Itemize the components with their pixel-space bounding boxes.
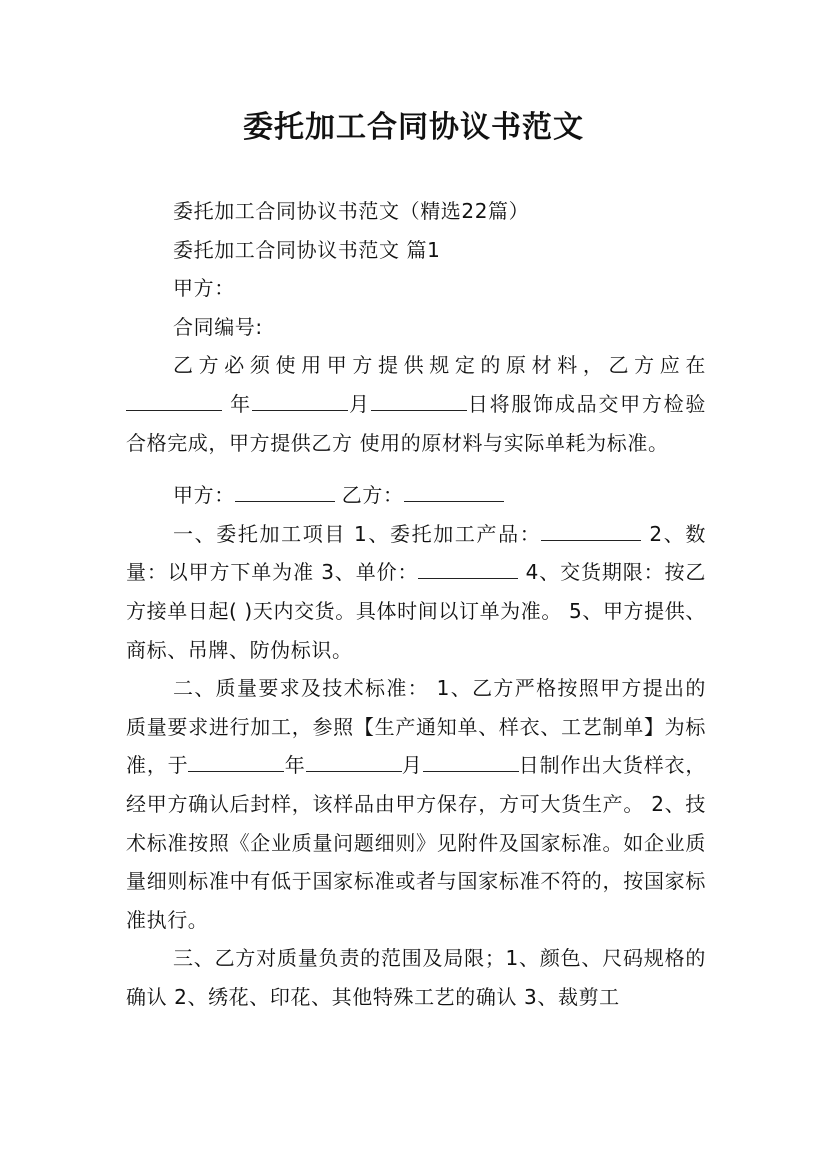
price-blank bbox=[418, 556, 518, 579]
month-label: 月 bbox=[347, 391, 371, 416]
party-b-blank bbox=[404, 479, 504, 502]
chapter-heading: 委托加工合同协议书范文 篇1 bbox=[173, 237, 441, 262]
sample-day-blank bbox=[423, 749, 519, 772]
sign-party-b: 乙方： bbox=[341, 483, 404, 508]
paragraph-quality-text-2: 日制作出大货样衣，经甲方确认后封样，该样品由甲方保存，方可大货生产。 2、技术标准按照《企业质量问题细则》见附件及国家标准。如企业质量细则标准中有低于国家标准或者与国家标准不符的，按国家标准执行。 bbox=[126, 753, 706, 932]
year-blank bbox=[126, 388, 222, 411]
paragraph-responsibility: 三、乙方对质量负责的范围及局限；1、颜色、尺码规格的确认 2、绣花、印花、其他特殊工艺的确认 3、裁剪工 bbox=[126, 946, 706, 1009]
paragraph-material-text-1: 乙方必须使用甲方提供规定的原材料，乙方应在 bbox=[173, 353, 706, 378]
contract-number-label: 合同编号: bbox=[173, 314, 263, 339]
paragraph-item-text-1: 一、委托加工项目 1、委托加工产品： bbox=[173, 521, 542, 546]
sign-party-a: 甲方： bbox=[173, 483, 235, 508]
document-subtitle: 委托加工合同协议书范文（精选22篇） bbox=[173, 199, 530, 223]
paragraph-material bbox=[126, 346, 706, 462]
paragraph-item bbox=[126, 515, 706, 669]
month-blank bbox=[252, 388, 348, 411]
document-body bbox=[126, 192, 706, 1016]
product-blank bbox=[541, 518, 641, 541]
sample-year-label: 年 bbox=[284, 753, 306, 778]
party-a-label: 甲方： bbox=[173, 276, 235, 301]
paragraph-item-text-2: 2、数量：以甲方下单为准 3、单价： bbox=[126, 521, 706, 585]
signature-line bbox=[126, 476, 706, 515]
day-blank bbox=[371, 388, 467, 411]
paragraph-material-text-2: 日将服饰成品交甲方检验合格完成，甲方提供乙方 使用的原材料与实际单耗为标准。 bbox=[126, 391, 706, 455]
paragraph-item-text-3: 4、交货期限：按乙方接单日起( )天内交货。具体时间以订单为准。 5、甲方提供、商标、吊牌、防伪标识。 bbox=[126, 560, 706, 662]
sample-month-blank bbox=[306, 749, 402, 772]
paragraph-quality-text-1: 二、质量要求及技术标准： 1、乙方严格按照甲方提出的质量要求进行加工，参照【生产通知单、样衣、工艺制单】为标准，于 bbox=[126, 676, 706, 778]
paragraph-quality bbox=[126, 669, 706, 939]
document-title: 委托加工合同协议书范文 bbox=[243, 110, 584, 145]
year-label: 年 bbox=[230, 391, 252, 416]
sample-month-label: 月 bbox=[401, 753, 423, 778]
party-a-blank bbox=[235, 479, 335, 502]
sample-year-blank bbox=[188, 749, 284, 772]
